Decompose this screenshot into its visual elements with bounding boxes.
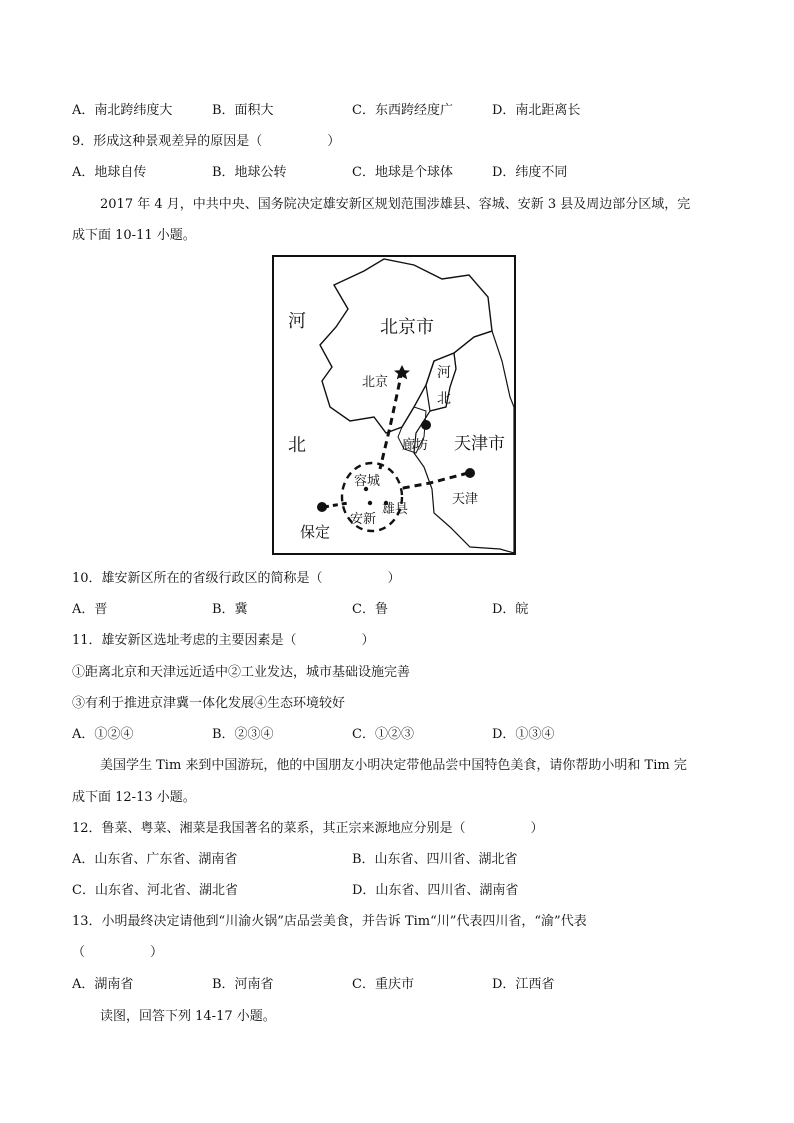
q9-option-c: C．地球是个球体 xyxy=(352,165,453,180)
q11-line2: ③有利于推进京津冀一体化发展④生态环境较好 xyxy=(72,696,346,711)
q13-stem: 13．小明最终决定请他到“川渝火锅”店品尝美食，并告诉 Tim“川”代表四川省，“渝”代表 xyxy=(72,914,587,929)
xiongan-map xyxy=(272,255,516,555)
q12-stem: 12．鲁菜、粤菜、湘菜是我国著名的菜系，其正宗来源地应分别是（ ） xyxy=(72,821,544,836)
q12-option-d: D．山东省、四川省、湖南省 xyxy=(352,883,519,898)
q11-stem: 11．雄安新区选址考虑的主要因素是（ ） xyxy=(72,633,375,648)
intro-12-13-line1: 美国学生 Tim 来到中国游玩，他的中国朋友小明决定带他品尝中国特色美食，请你帮助小明和 Tim 完 xyxy=(100,758,687,773)
label-beijing: 北京 xyxy=(362,375,389,390)
q13-option-b: B．河南省 xyxy=(212,977,274,992)
intro-12-13-line2: 成下面 12-13 小题。 xyxy=(72,790,196,805)
intro-14-17: 读图，回答下列 14-17 小题。 xyxy=(100,1009,276,1024)
label-hebei-he: 河 xyxy=(288,311,306,332)
q12-option-c: C．山东省、河北省、湖北省 xyxy=(72,883,238,898)
q11-option-d: D．①③④ xyxy=(492,727,555,742)
intro-10-11-line1: 2017 年 4 月，中共中央、国务院决定雄安新区规划范围涉雄县、容城、安新 3 县及周边部分区域，完 xyxy=(100,197,691,212)
beijing-boundary xyxy=(320,259,492,433)
label-xiongxian: 雄县 xyxy=(382,502,409,517)
q8-option-a: A．南北跨纬度大 xyxy=(72,103,173,118)
q13-blank: （ ） xyxy=(72,945,164,960)
q8-option-d: D．南北距离长 xyxy=(492,103,581,118)
q10-option-d: D．皖 xyxy=(492,602,529,617)
q12-option-b: B．山东省、四川省、湖北省 xyxy=(352,852,518,867)
q9-option-a: A．地球自传 xyxy=(72,165,147,180)
q11-option-b: B．②③④ xyxy=(212,727,274,742)
label-tianjin: 天津 xyxy=(452,492,479,507)
q10-stem: 10．雄安新区所在的省级行政区的简称是（ ） xyxy=(72,571,401,586)
q12-option-a: A．山东省、广东省、湖南省 xyxy=(72,852,238,867)
label-baoding: 保定 xyxy=(300,523,331,541)
map-svg xyxy=(274,257,514,553)
q8-option-c: C．东西跨经度广 xyxy=(352,103,453,118)
q9-stem: 9．形成这种景观差异的原因是（ ） xyxy=(72,134,341,149)
label-tianjin-city: 天津市 xyxy=(454,434,505,454)
label-langfang: 廊坊 xyxy=(402,438,429,453)
baoding-dot-icon xyxy=(317,502,327,512)
q9-option-b: B．地球公转 xyxy=(212,165,287,180)
intro-10-11-line2: 成下面 10-11 小题。 xyxy=(72,228,196,243)
langfang-dot-icon xyxy=(421,420,431,430)
label-hebei-bei: 北 xyxy=(288,435,306,456)
q10-option-a: A．晋 xyxy=(72,602,108,617)
label-hebei-small-he: 河 xyxy=(437,365,451,381)
q11-option-c: C．①②③ xyxy=(352,727,414,742)
label-hebei-small-bei: 北 xyxy=(437,391,451,407)
tianjin-dot-icon xyxy=(465,468,475,478)
q8-option-b: B．面积大 xyxy=(212,103,274,118)
q9-option-d: D．纬度不同 xyxy=(492,165,568,180)
label-rongcheng: 容城 xyxy=(354,474,381,489)
q13-option-a: A．湖南省 xyxy=(72,977,134,992)
q11-line1: ①距离北京和天津远近适中②工业发达，城市基础设施完善 xyxy=(72,665,411,680)
route-tianjin-xiongan xyxy=(398,473,468,489)
anxin-dot-icon xyxy=(368,501,372,505)
label-anxin: 安新 xyxy=(350,512,377,527)
q13-option-d: D．江西省 xyxy=(492,977,555,992)
label-beijing-city: 北京市 xyxy=(380,317,434,338)
q13-option-c: C．重庆市 xyxy=(352,977,414,992)
q11-option-a: A．①②④ xyxy=(72,727,134,742)
q10-option-b: B．冀 xyxy=(212,602,248,617)
q10-option-c: C．鲁 xyxy=(352,602,388,617)
